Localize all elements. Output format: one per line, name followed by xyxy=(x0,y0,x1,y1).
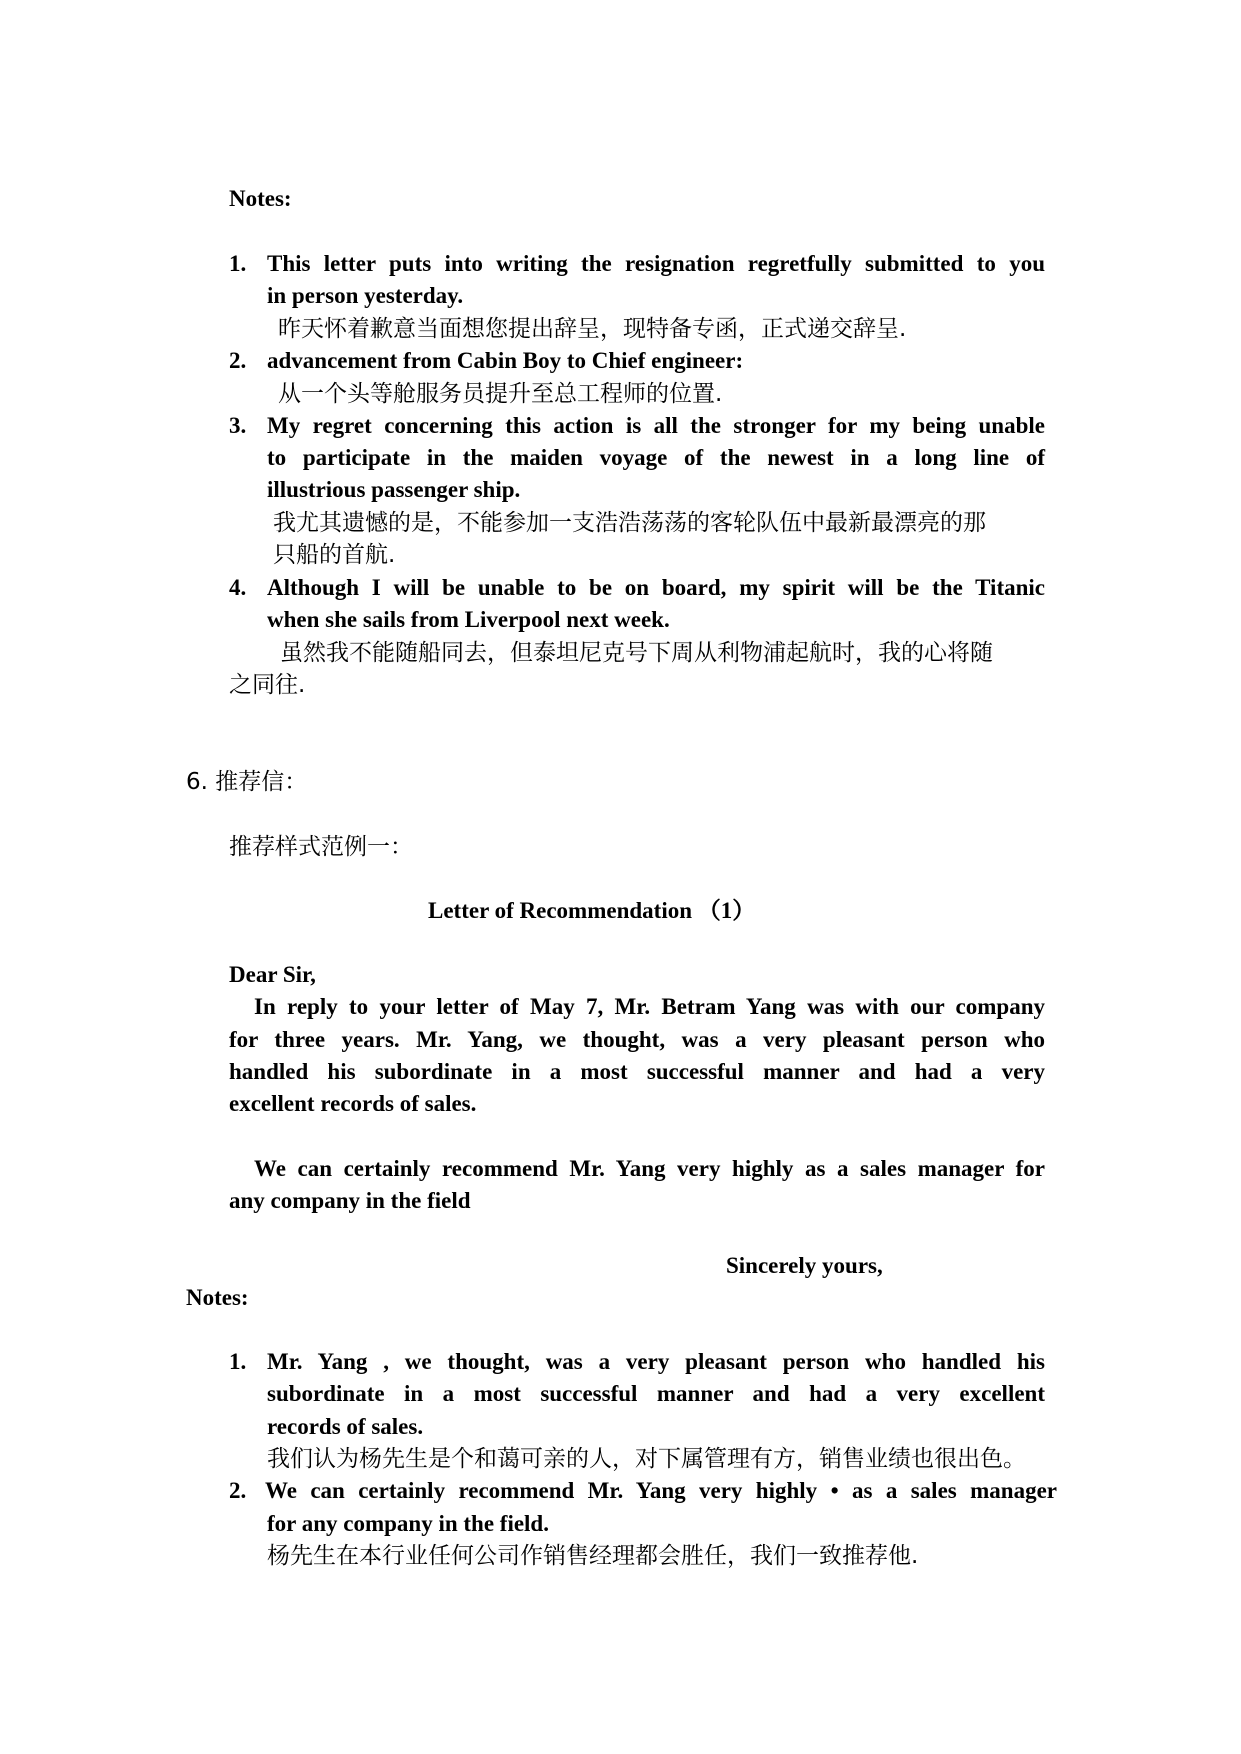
letter-paragraph-line: any company in the field xyxy=(229,1188,471,1213)
note-text: for any company in the field. xyxy=(267,1511,549,1536)
note-text: This letter puts into writing the resignation regretfully submitted to you xyxy=(267,251,1045,276)
note-translation: 虽然我不能随船同去，但泰坦尼克号下周从利物浦起航时，我的心将随 xyxy=(280,640,993,666)
note-translation: 我尤其遗憾的是，不能参加一支浩浩荡荡的客轮队伍中最新最漂亮的那 xyxy=(273,510,986,536)
note-translation: 杨先生在本行业任何公司作销售经理都会胜任，我们一致推荐他. xyxy=(267,1543,919,1569)
letter-paragraph-line: We can certainly recommend Mr. Yang very highly as a sales manager for xyxy=(254,1156,1045,1181)
notes-heading: Notes: xyxy=(186,1285,249,1310)
note-number: 1. xyxy=(229,251,247,276)
note-translation: 之同往. xyxy=(229,672,306,698)
note-translation: 从一个头等舱服务员提升至总工程师的位置. xyxy=(278,381,723,407)
notes-heading: Notes: xyxy=(229,186,292,211)
closing: Sincerely yours, xyxy=(726,1253,883,1278)
note-text: subordinate in a most successful manner and had a very excellent xyxy=(267,1381,1045,1406)
note-text: advancement from Cabin Boy to Chief engineer: xyxy=(267,348,744,373)
note-text: My regret concerning this action is all the stronger for my being unable xyxy=(267,413,1045,438)
note-text: Mr. Yang , we thought, was a very pleasant person who handled his xyxy=(267,1349,1045,1374)
note-text: in person yesterday. xyxy=(267,283,464,308)
letter-paragraph-line: handled his subordinate in a most successful manner and had a very xyxy=(229,1059,1045,1084)
note-text: to participate in the maiden voyage of the newest in a long line of xyxy=(267,445,1045,470)
note-translation: 只船的首航. xyxy=(273,542,396,568)
letter-paragraph-line: In reply to your letter of May 7, Mr. Betram Yang was with our company xyxy=(254,994,1045,1019)
note-text: records of sales. xyxy=(267,1414,424,1439)
salutation: Dear Sir, xyxy=(229,962,316,987)
section-title: 6. 推荐信： xyxy=(186,769,308,795)
note-translation: 我们认为杨先生是个和蔼可亲的人，对下属管理有方，销售业绩也很出色。 xyxy=(267,1446,1026,1472)
note-translation: 昨天怀着歉意当面想您提出辞呈，现特备专函，正式递交辞呈. xyxy=(278,316,907,342)
letter-title: Letter of Recommendation （1） xyxy=(428,898,756,923)
note-text: illustrious passenger ship. xyxy=(267,477,521,502)
letter-paragraph-line: for three years. Mr. Yang, we thought, was a very pleasant person who xyxy=(229,1027,1045,1052)
note-number: 2. xyxy=(229,348,247,373)
note-text: when she sails from Liverpool next week. xyxy=(267,607,670,632)
letter-paragraph-line: excellent records of sales. xyxy=(229,1091,477,1116)
note-text: We can certainly recommend Mr. Yang very highly • as a sales manager xyxy=(265,1478,1057,1503)
note-number: 4. xyxy=(229,575,247,600)
note-number: 3. xyxy=(229,413,247,438)
sample-label: 推荐样式范例一： xyxy=(229,834,413,860)
note-number: 1. xyxy=(229,1349,247,1374)
note-number: 2. xyxy=(229,1478,247,1503)
note-text: Although I will be unable to be on board, my spirit will be the Titanic xyxy=(267,575,1045,600)
